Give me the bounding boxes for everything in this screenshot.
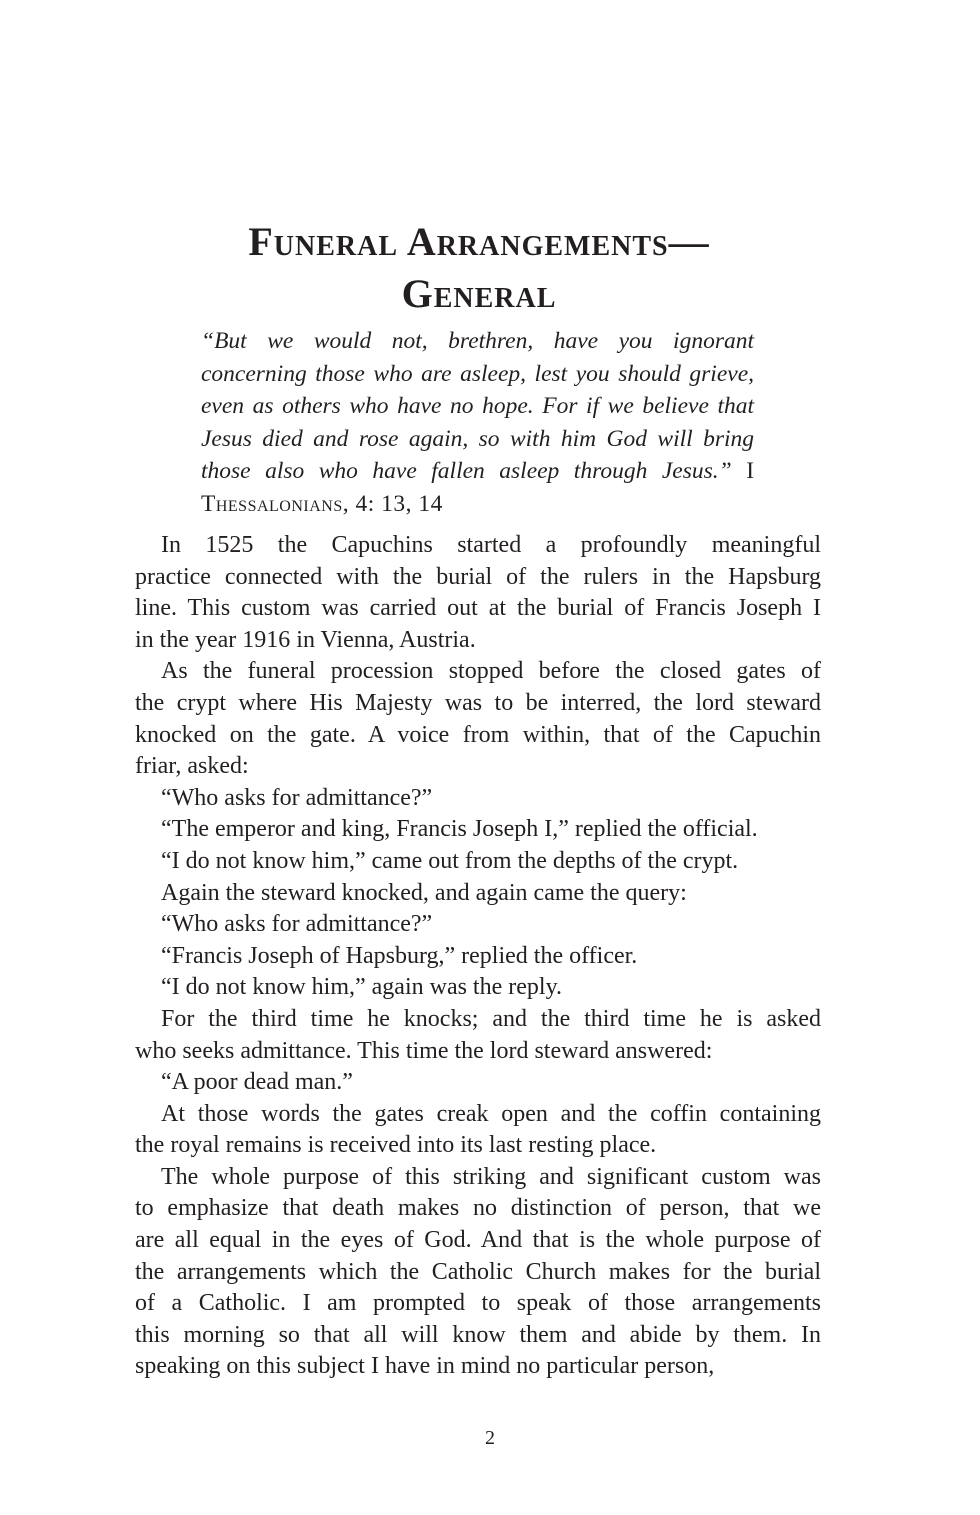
paragraph-line: “I do not know him,” came out from the depths of the crypt. (161, 847, 739, 874)
paragraph-line: practice connected with the burial of the rulers in the Hapsburg (135, 563, 821, 590)
paragraph-line: knocked on the gate. A voice from within, that of the Capuchin (135, 721, 821, 748)
body-paragraph (135, 783, 821, 815)
epigraph-line: Jesus died and rose again, so with him God will bring (201, 425, 754, 452)
paragraph-line: At those words the gates creak open and the coffin containing (161, 1100, 821, 1127)
paragraph-line: friar, asked: (135, 753, 249, 780)
paragraph-line: As the funeral procession stopped before the closed gates of (161, 658, 821, 685)
paragraph-line: of a Catholic. I am prompted to speak of those arrangements (135, 1290, 821, 1317)
body-paragraph (135, 909, 821, 941)
epigraph-line: “But we would not, brethren, have you ignorant (201, 328, 754, 354)
paragraph-line: who seeks admittance. This time the lord steward answered: (135, 1037, 713, 1064)
epigraph-quote-end: those also who have fallen asleep through Jesus.” (201, 458, 732, 484)
body-paragraph (135, 814, 821, 846)
paragraph-line: are all equal in the eyes of God. And that is the whole purpose of (135, 1227, 821, 1254)
paragraph-line: “Francis Joseph of Hapsburg,” replied the officer. (161, 942, 638, 969)
paragraph-line: in the year 1916 in Vienna, Austria. (135, 626, 476, 653)
epigraph (201, 325, 754, 520)
body-paragraph (135, 846, 821, 878)
body-paragraph (135, 878, 821, 910)
paragraph-line: The whole purpose of this striking and significant custom was (161, 1163, 821, 1190)
epigraph-line (201, 455, 754, 488)
paragraph-line: the royal remains is received into its last resting place. (135, 1132, 657, 1159)
body-paragraph (135, 1067, 821, 1099)
body-paragraph (135, 1099, 821, 1162)
chapter-title-line-1: Funeral Arrangements— (248, 219, 710, 264)
paragraph-line: “Who asks for admittance?” (161, 911, 433, 938)
paragraph-line: “Who asks for admittance?” (161, 784, 433, 811)
paragraph-line: this morning so that all will know them and abide by them. In (135, 1321, 821, 1348)
paragraph-line: In 1525 the Capuchins started a profoundly meaningful (161, 532, 821, 558)
body-paragraph (135, 530, 821, 656)
epigraph-line: concerning those who are asleep, lest you should grieve, (201, 360, 754, 387)
chapter-title-line-2: General (401, 271, 557, 316)
paragraph-line: the arrangements which the Catholic Church makes for the burial (135, 1258, 821, 1285)
paragraph-line: “A poor dead man.” (161, 1069, 353, 1096)
paragraph-line: “I do not know him,” again was the reply. (161, 974, 563, 1001)
epigraph-citation: Thessalonians, 4: 13, 14 (201, 490, 443, 517)
paragraph-line: “The emperor and king, Francis Joseph I,” replied the official. (161, 816, 758, 843)
paragraph-line: Again the steward knocked, and again came the query: (161, 879, 687, 906)
body-paragraph (135, 941, 821, 973)
body-paragraph (135, 1004, 821, 1067)
body-paragraph (135, 972, 821, 1004)
body-paragraph (135, 656, 821, 782)
paragraph-line: line. This custom was carried out at the burial of Francis Joseph I (135, 595, 821, 622)
paragraph-line: the crypt where His Majesty was to be interred, the lord steward (135, 689, 821, 716)
epigraph-line: even as others who have no hope. For if we believe that (201, 393, 754, 419)
body-paragraph (135, 1162, 821, 1383)
citation-book-number: I (746, 458, 755, 484)
body-text (135, 530, 821, 1383)
paragraph-line: to emphasize that death makes no distinction of person, that we (135, 1195, 821, 1222)
page-number: 2 (485, 1427, 495, 1449)
paragraph-line: For the third time he knocks; and the third time he is asked (161, 1005, 821, 1032)
paragraph-line: speaking on this subject I have in mind no particular person, (135, 1353, 715, 1380)
